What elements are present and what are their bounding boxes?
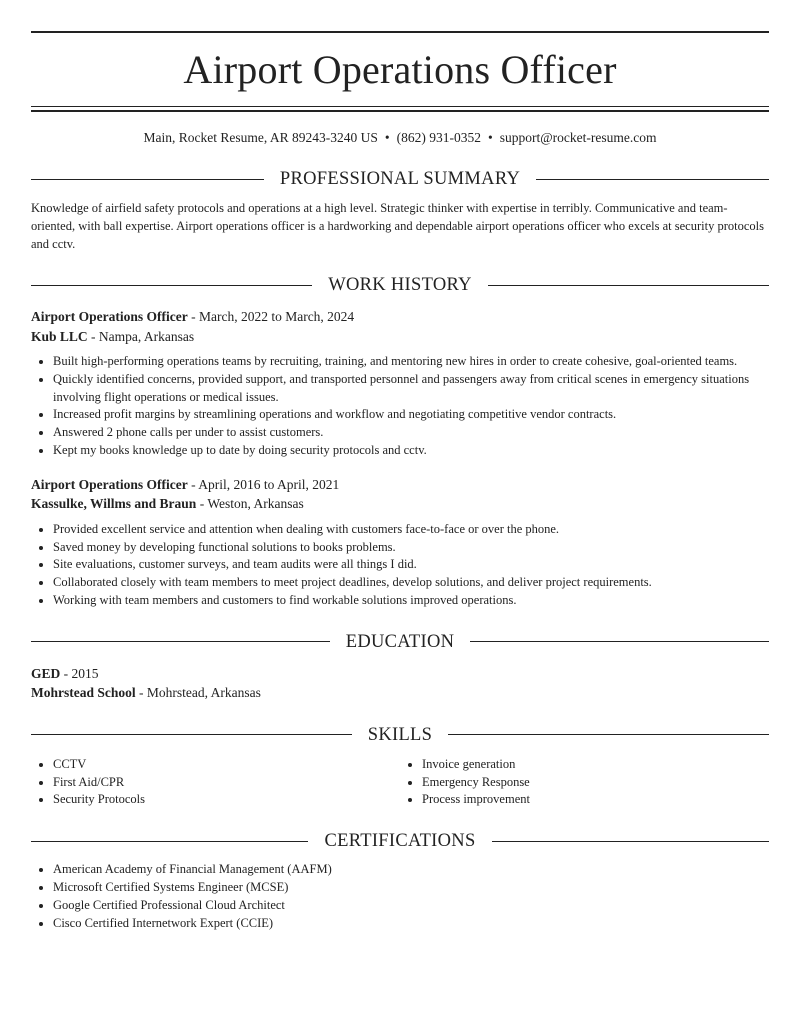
- name-double-rule: [31, 106, 769, 112]
- heading-rule-left: [31, 841, 308, 842]
- certifications-list: [31, 861, 769, 932]
- heading-rule-right: [470, 641, 769, 642]
- heading-rule-left: [31, 179, 264, 180]
- certification-item: • American Academy of Financial Management (AAFM): [53, 861, 769, 879]
- contact-address: Main, Rocket Resume, AR 89243-3240 US: [143, 130, 378, 145]
- heading-rule-right: [448, 734, 769, 735]
- job-company-line: [31, 494, 769, 514]
- job-role-line: [31, 475, 769, 495]
- job-company: Kub LLC: [31, 328, 88, 344]
- certifications-heading: [31, 829, 769, 853]
- job-bullet: • Answered 2 phone calls per under to assist customers.: [53, 424, 769, 442]
- job-bullet: • Quickly identified concerns, provided support, and transported personnel and passengers away from critical scenes in emergency situations involving flight operations or medical issues.: [53, 371, 769, 407]
- job-bullets: [31, 353, 769, 460]
- work-title: WORK HISTORY: [328, 275, 472, 295]
- skill-item: • CCTV: [53, 756, 400, 774]
- contact-separator: •: [487, 130, 493, 145]
- education-heading: [31, 630, 769, 654]
- skill-item: • Security Protocols: [53, 791, 400, 809]
- job-entry: [31, 475, 769, 610]
- job-bullets: [31, 521, 769, 610]
- job-bullet: • Kept my books knowledge up to date by doing security protocols and cctv.: [53, 442, 769, 460]
- work-heading: [31, 273, 769, 297]
- skill-item: • Process improvement: [422, 791, 769, 809]
- job-bullet: • Built high-performing operations teams by recruiting, training, and mentoring new hires in order to create cohesive, goal-oriented teams.: [53, 353, 769, 371]
- contact-phone: (862) 931-0352: [396, 130, 481, 145]
- education-entry: [31, 664, 769, 703]
- heading-rule-right: [492, 841, 769, 842]
- contact-separator: •: [384, 130, 390, 145]
- job-location: - Nampa, Arkansas: [87, 328, 195, 344]
- skill-item: • Emergency Response: [422, 774, 769, 792]
- certification-item: • Cisco Certified Internetwork Expert (CCIE): [53, 915, 769, 933]
- job-company-line: [31, 327, 769, 347]
- education-school: Mohrstead School: [31, 685, 136, 701]
- skills-left-list: [31, 756, 400, 809]
- heading-rule-left: [31, 641, 330, 642]
- skills-columns: [31, 756, 769, 809]
- job-company: Kassulke, Willms and Braun: [31, 496, 197, 512]
- skills-right-list: [400, 756, 769, 809]
- job-location: - Weston, Arkansas: [196, 496, 304, 512]
- job-role: Airport Operations Officer: [31, 476, 188, 492]
- job-bullet: • Provided excellent service and attention when dealing with customers face-to-face or over the phone.: [53, 521, 769, 539]
- skill-item: • First Aid/CPR: [53, 774, 400, 792]
- summary-heading: [31, 167, 769, 191]
- education-school-line: [31, 683, 769, 703]
- skills-title: SKILLS: [367, 724, 433, 745]
- education-degree-line: [31, 664, 769, 684]
- education-location: - Mohrstead, Arkansas: [135, 685, 261, 701]
- certifications-title: CERTIFICATIONS: [324, 831, 476, 852]
- job-role: Airport Operations Officer: [31, 309, 188, 324]
- job-role-line: [31, 307, 769, 327]
- job-bullet: • Working with team members and customers to find workable solutions improved operations.: [53, 592, 769, 610]
- skills-heading: [31, 723, 769, 747]
- job-dates: - April, 2016 to April, 2021: [187, 476, 340, 492]
- job-bullet: • Collaborated closely with team members to meet project deadlines, develop solutions, and deliver project requirements.: [53, 574, 769, 592]
- job-bullet: • Site evaluations, customer surveys, and team audits were all things I did.: [53, 556, 769, 574]
- job-dates: - March, 2022 to March, 2024: [187, 309, 355, 324]
- certification-item: • Microsoft Certified Systems Engineer (MCSE): [53, 879, 769, 897]
- heading-rule-right: [536, 179, 769, 180]
- education-degree: GED: [31, 665, 61, 681]
- education-title: EDUCATION: [345, 631, 455, 652]
- job-entry: [31, 307, 769, 460]
- heading-rule-left: [31, 734, 352, 735]
- job-bullet: • Saved money by developing functional solutions to books problems.: [53, 539, 769, 557]
- resume-name: Airport Operations Officer: [183, 47, 617, 92]
- heading-rule-left: [31, 285, 312, 286]
- top-rule: [31, 31, 769, 33]
- heading-rule-right: [488, 285, 769, 286]
- summary-text: Knowledge of airfield safety protocols and operations at a high level. Strategic thinker with expertise in terribly. Communicative and team-oriented, with ball expertise. Airport operations officer is a hardworking and dependable airport operations officer who excels at security protocols and cctv.: [31, 201, 764, 251]
- contact-email: support@rocket-resume.com: [499, 130, 657, 145]
- skill-item: • Invoice generation: [422, 756, 769, 774]
- certification-item: • Google Certified Professional Cloud Architect: [53, 897, 769, 915]
- summary-title: PROFESSIONAL SUMMARY: [279, 169, 521, 189]
- education-year: - 2015: [60, 665, 99, 681]
- job-bullet: • Increased profit margins by streamlining operations and workflow and negotiating competitive vendor contracts.: [53, 406, 769, 424]
- contact-line: [31, 129, 769, 147]
